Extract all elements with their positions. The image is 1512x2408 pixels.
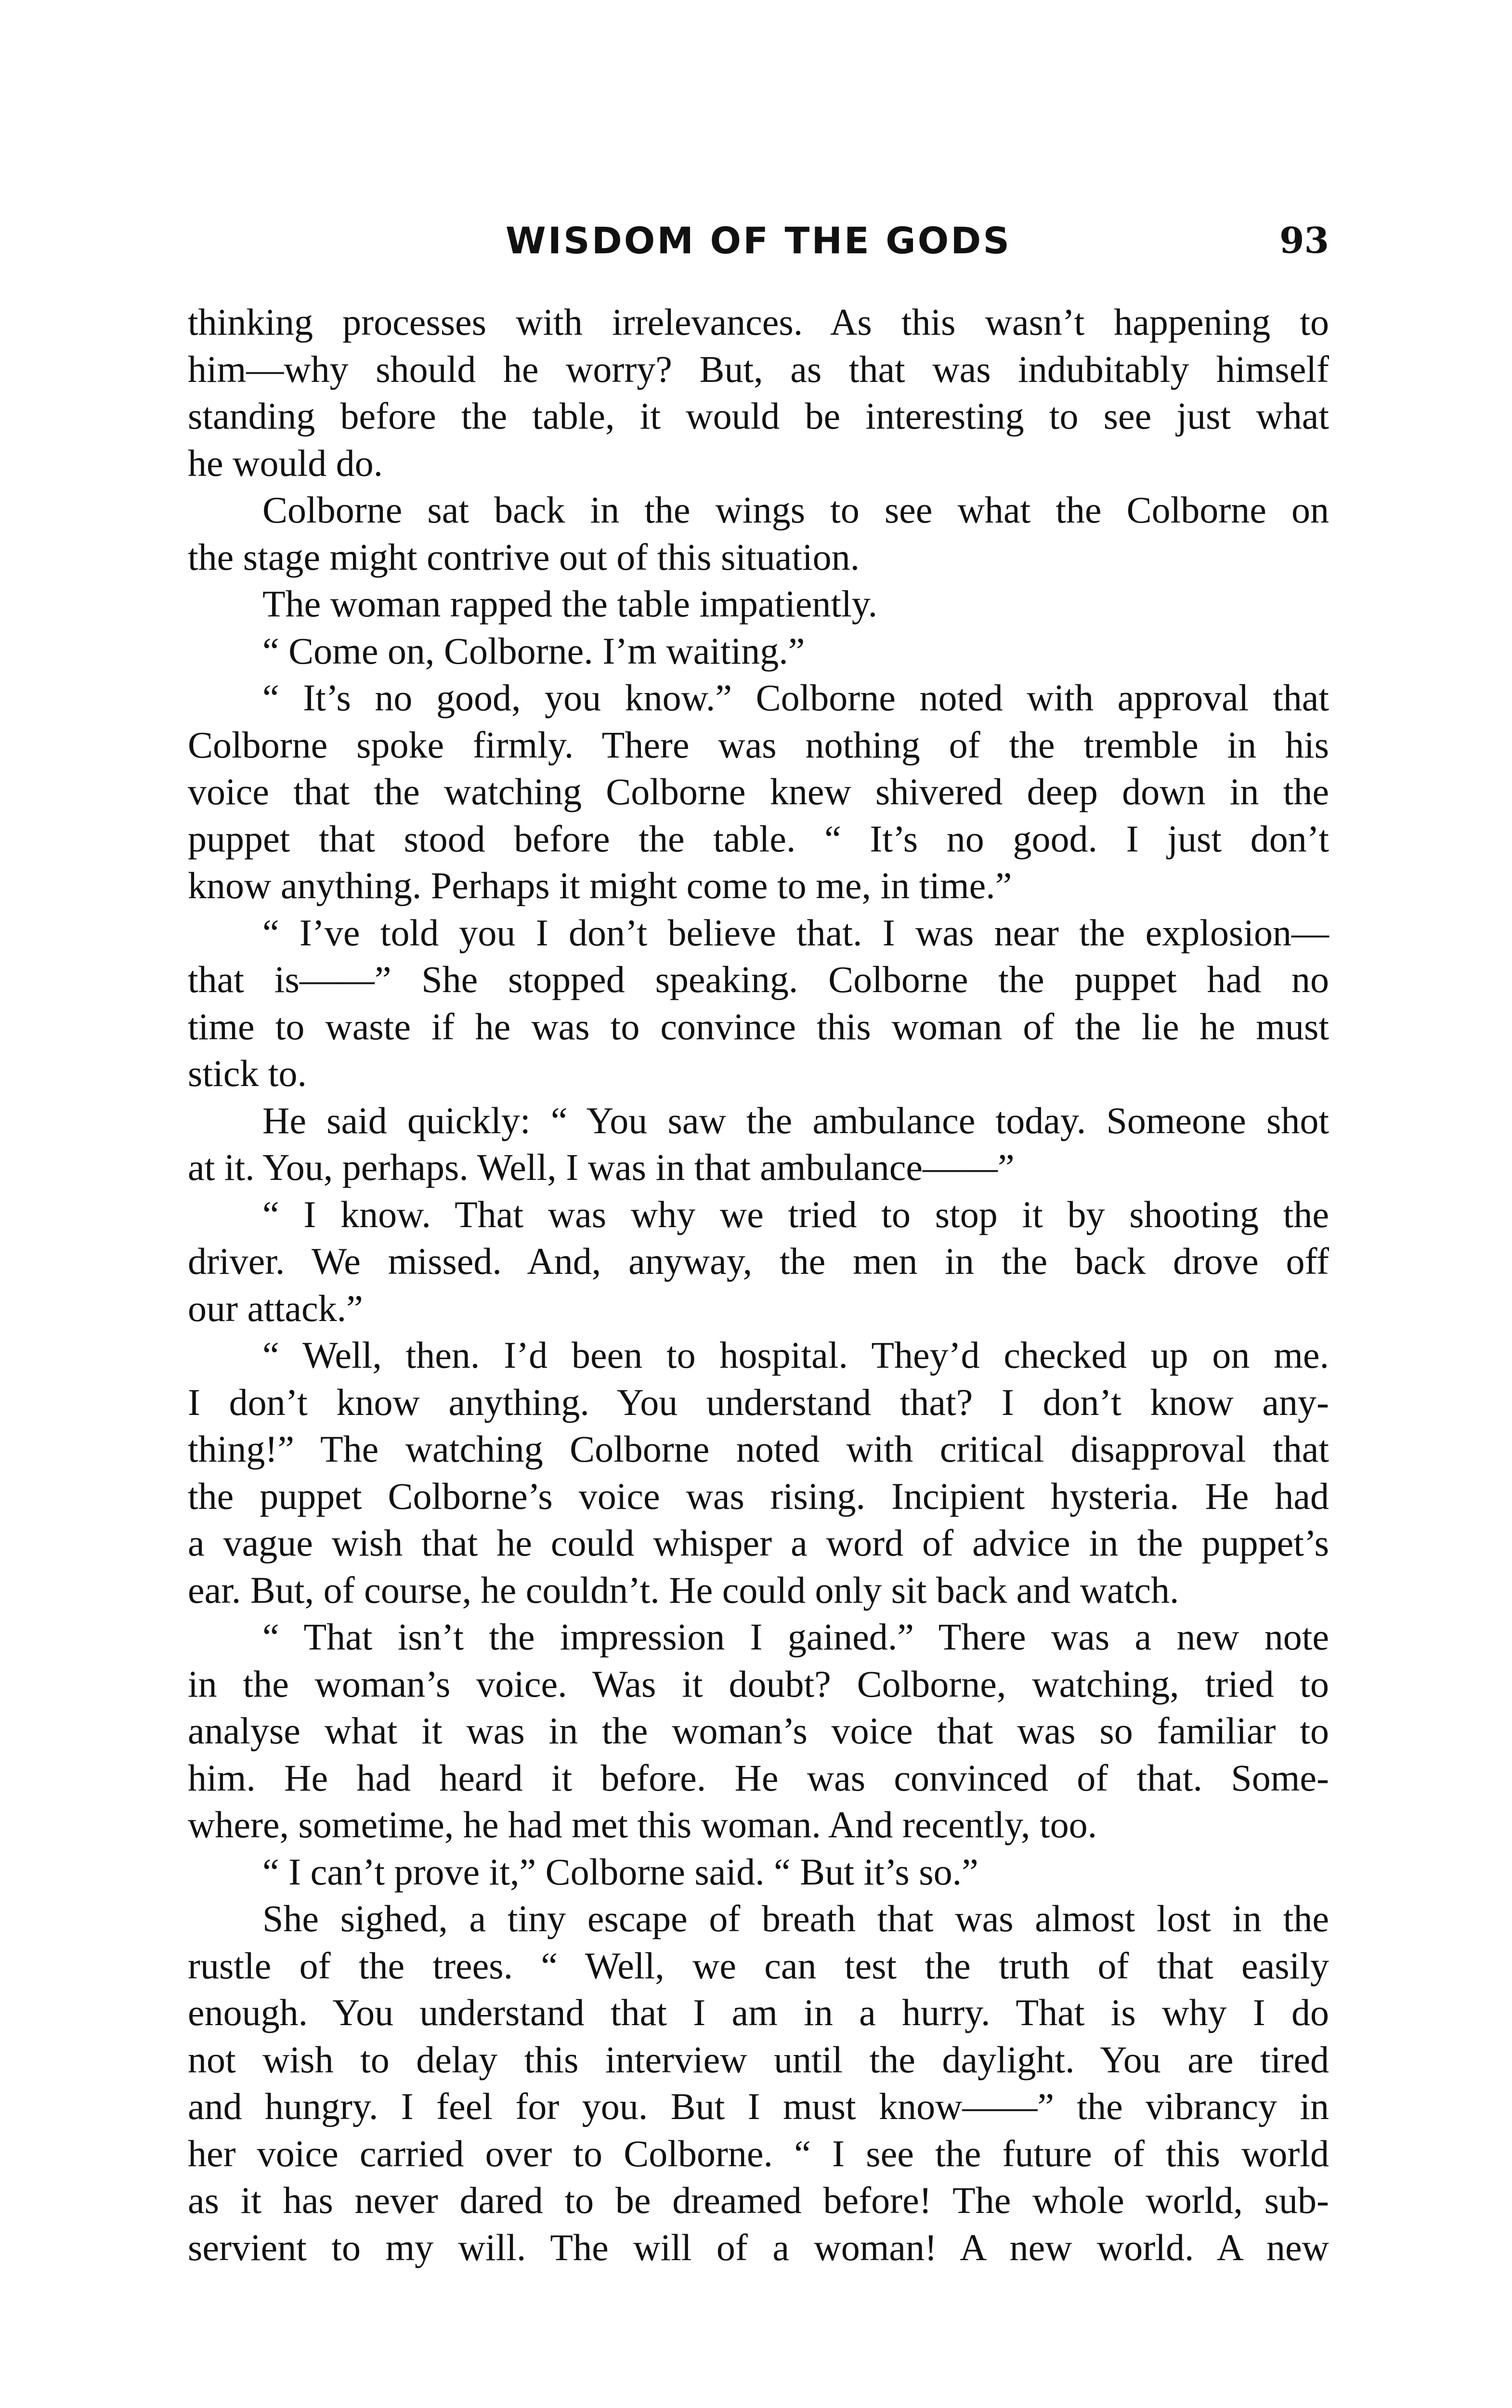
text-line: her voice carried over to Colborne. “ I see the future of this world: [188, 2132, 1329, 2174]
text-line: “ That isn’t the impression I gained.” There was a new note: [262, 1616, 1329, 1658]
page-number: 93: [1279, 220, 1329, 262]
running-head: [188, 212, 1329, 270]
text-line: stick to.: [188, 1052, 307, 1094]
text-line: time to waste if he was to convince this woman of the lie he must: [188, 1005, 1329, 1047]
text-line: “ I know. That was why we tried to stop it by shooting the: [262, 1193, 1329, 1235]
text-line: “ It’s no good, you know.” Colborne noted with approval that: [262, 677, 1329, 719]
text-line: driver. We missed. And, anyway, the men in the back drove off: [188, 1240, 1329, 1282]
body-text: [188, 299, 1329, 2271]
text-line: The woman rapped the table impatiently.: [262, 583, 878, 625]
text-line: voice that the watching Colborne knew shivered deep down in the: [188, 771, 1329, 812]
text-line: the puppet Colborne’s voice was rising. Incipient hysteria. He had: [188, 1475, 1329, 1517]
text-line: rustle of the trees. “ Well, we can test the truth of that easily: [188, 1944, 1329, 1987]
text-line: servient to my will. The will of a woman! A new world. A new: [188, 2226, 1329, 2268]
text-line: “ Well, then. I’d been to hospital. They’d checked up on me.: [262, 1334, 1329, 1376]
text-line: the stage might contrive out of this situation.: [188, 536, 860, 578]
text-line: our attack.”: [188, 1287, 363, 1329]
text-line: and hungry. I feel for you. But I must know——” the vibrancy in: [188, 2085, 1329, 2127]
text-line: analyse what it was in the woman’s voice that was so familiar to: [188, 1710, 1329, 1752]
text-line: standing before the table, it would be interesting to see just what: [188, 395, 1329, 437]
text-line: She sighed, a tiny escape of breath that was almost lost in the: [262, 1898, 1329, 1939]
text-line: He said quickly: “ You saw the ambulance today. Someone shot: [262, 1099, 1329, 1141]
text-line: at it. You, perhaps. Well, I was in that ambulance——”: [188, 1146, 1015, 1188]
text-line: “ I’ve told you I don’t believe that. I was near the explosion—: [262, 911, 1329, 954]
text-line: I don’t know anything. You understand that? I don’t know any-: [188, 1381, 1329, 1423]
text-line: thinking processes with irrelevances. As this wasn’t happening to: [188, 301, 1329, 343]
text-line: a vague wish that he could whisper a word of advice in the puppet’s: [188, 1522, 1329, 1564]
text-line: ear. But, of course, he couldn’t. He could only sit back and watch.: [188, 1569, 1179, 1611]
text-line: not wish to delay this interview until the daylight. You are tired: [188, 2038, 1329, 2081]
text-line: where, sometime, he had met this woman. And recently, too.: [188, 1804, 1097, 1845]
text-line: know anything. Perhaps it might come to me, in time.”: [188, 864, 1012, 906]
text-line: him. He had heard it before. He was convinced of that. Some-: [188, 1756, 1329, 1799]
text-line: thing!” The watching Colborne noted with critical disapproval that: [188, 1428, 1329, 1470]
running-title: WISDOM OF THE GODS: [505, 219, 1012, 262]
text-line: he would do.: [188, 442, 383, 484]
text-line: “ I can’t prove it,” Colborne said. “ But it’s so.”: [262, 1850, 978, 1893]
text-line: in the woman’s voice. Was it doubt? Colborne, watching, tried to: [188, 1662, 1329, 1705]
text-line: Colborne sat back in the wings to see what the Colborne on: [262, 489, 1329, 531]
text-line: puppet that stood before the table. “ It’s no good. I just don’t: [188, 817, 1329, 860]
text-line: that is——” She stopped speaking. Colborne the puppet had no: [188, 958, 1329, 1000]
text-line: as it has never dared to be dreamed before! The whole world, sub-: [188, 2179, 1329, 2221]
text-line: him—why should he worry? But, as that was indubitably himself: [188, 348, 1329, 390]
text-line: “ Come on, Colborne. I’m waiting.”: [262, 629, 805, 672]
text-line: enough. You understand that I am in a hurry. That is why I do: [188, 1991, 1329, 2033]
text-line: Colborne spoke firmly. There was nothing of the tremble in his: [188, 723, 1329, 766]
